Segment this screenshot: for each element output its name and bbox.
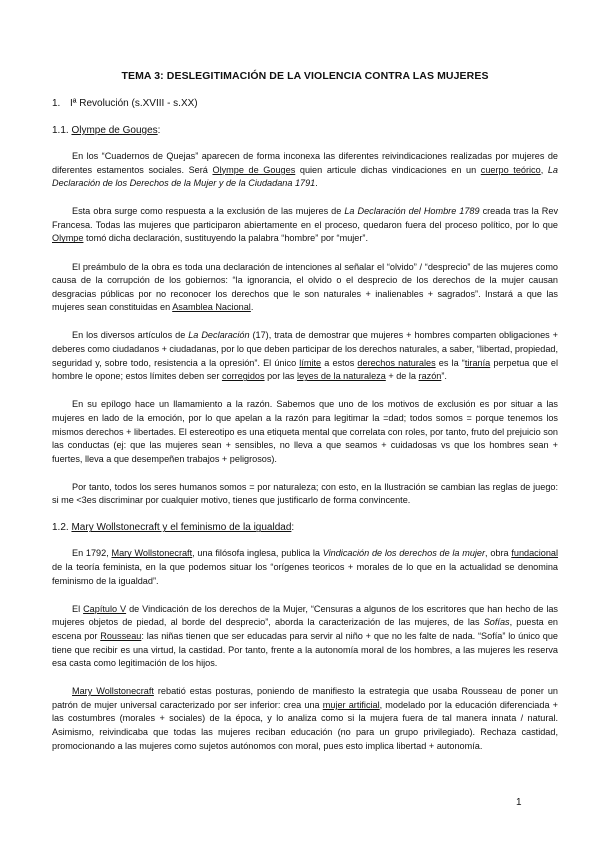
text: , puesta en escena por: [52, 617, 558, 641]
section-heading-1: [52, 98, 558, 109]
text: rebatió estas posturas, poniendo de manifiesto la estrategia que usaba Rousseau de poner un patrón de mujer universal caracterizado por ser inferior: crea una: [52, 686, 558, 710]
underlined-term: Asamblea Nacional: [172, 302, 251, 313]
text: .: [315, 178, 318, 189]
paragraph-2: [52, 205, 558, 246]
italic-title: Vindicación de los derechos de la mujer: [322, 548, 486, 559]
paragraph-7: [52, 547, 558, 588]
subsection-number: 1.1.: [52, 125, 69, 136]
paragraph-4: [52, 329, 558, 383]
subsection-heading-1-1: [52, 125, 558, 136]
italic-title: La Declaración: [188, 330, 250, 341]
text: quien articule dichas vindicaciones en un: [295, 164, 481, 175]
subsection-number: 1.2.: [52, 522, 69, 534]
subsection-suffix: :: [291, 522, 295, 534]
text: En los “Cuadernos de Quejas” aparecen de forma inconexa las diferentes reivindicaciones realizadas por mujeres de diferentes estamentos sociales. Será: [52, 151, 558, 175]
underlined-term: cuerpo teórico: [480, 164, 541, 175]
subsection-name: Olympe de Gouges: [71, 125, 158, 136]
text: , una filósofa inglesa, publica la: [192, 548, 323, 559]
underlined-term: mujer artificial: [322, 699, 380, 710]
underlined-term: corregidos: [221, 371, 265, 382]
underlined-term: tiranía: [464, 357, 491, 368]
underlined-term: Rousseau: [100, 630, 142, 641]
section-label: Iª Revolución (s.XVIII - s.XX): [70, 98, 198, 109]
text: , obra: [485, 548, 512, 559]
paragraph-6: Por tanto, todos los seres humanos somos = por naturaleza; con esto, en la Ilustración se cambian las reglas de juego: si me <3es discriminar por cualquier motivo, tienes que justificarlo de forma convincente.: [52, 481, 558, 506]
text: El: [72, 603, 84, 614]
page-number: 1: [516, 797, 522, 808]
paragraph-1: [52, 150, 558, 191]
text: En 1792,: [72, 548, 112, 559]
underlined-term: Mary Wollstonecraft: [72, 686, 154, 697]
text: ”.: [441, 371, 447, 382]
text: , modelado por la educación diferenciada + las costumbres (morales + sociales) de la época, y lo analiza como si la mujera fuera de tal manera innata / natural. Asimismo, reivindicaba que todas las mujeres reciban educación (no para un grupo privilegiado). Rechaza castidad, promocionando a las mujeres como sujetos autónomos con moral, pues esto implica libertad + autonomía.: [52, 699, 558, 751]
document-title: TEMA 3: DESLEGITIMACIÓN DE LA VIOLENCIA CONTRA LAS MUJERES: [121, 70, 489, 82]
text: + de la: [385, 371, 419, 382]
underlined-term: Mary Wollstonecraft: [111, 548, 193, 559]
text: de Vindicación de los derechos de la Mujer, “Censuras a algunos de los escritores que han hecho de las mujeres objetos de piedad, al borde del desprecio”, aborda la caracterización de las mujeres, de las: [52, 603, 558, 628]
paragraph-3: [52, 261, 558, 315]
text: (17), trata de demostrar que mujeres + hombres comparten obligaciones + deberes como ciudadanos + ciudadanas, por lo que deben participar de los derechos naturales, a saber, “libertad, propiedad, seguridad y, sobre todo, resistencia a la opresión”. El único: [52, 330, 559, 368]
underlined-term: Capítulo V: [83, 603, 127, 614]
subsection-name: Mary Wollstonecraft y el feminismo de la igualdad: [71, 522, 292, 534]
underlined-term: fundacional: [511, 548, 559, 559]
paragraph-5: En su epílogo hace un llamamiento a la razón. Sabemos que uno de los motivos de exclusión es por situar a las mujeres en lado de la emoción, por lo que apelan a la razón para legitimar la =dad; todos somos = porque tenemos los mismos derechos + libertades. El estereotipo es una etiqueta mental que correlata con roles, por tanto, fruto del prejuicio son las conductas (ej: que las mujeres sean + sensibles, no lleva a que seamos + cuidadosas vs que los hombres sean + fuertes, lleva a que desempeñen trabajos + peligrosos).: [52, 399, 558, 464]
underlined-term: razón: [418, 371, 442, 382]
underlined-term: límite: [299, 357, 322, 368]
text: ,: [540, 164, 548, 175]
text: : las niñas tienen que ser educadas para servir al niño + que no les falte de nada. “Sofía” lo único que tiene que recibir es una virtud, la castidad. Por tanto, frente a la autonomía moral de los hombres, a las mujeres les reserva esa casta como legitimación de los hijos.: [52, 630, 559, 669]
text: de la teoría feminista, en la que podemos situar los “orígenes teoricos + morales de lo que en la actualidad se denomina feminismo de la igualdad”.: [52, 562, 558, 586]
text: por las: [264, 371, 298, 382]
underlined-term: Olympe: [52, 233, 84, 244]
text: tomó dicha declaración, sustituyendo la palabra “hombre” por “mujer”.: [83, 233, 368, 244]
subsection-heading-1-2: [52, 522, 558, 533]
text: .: [250, 302, 254, 313]
subsection-suffix: :: [157, 125, 161, 136]
italic-title: La Declaración del Hombre 1789: [344, 206, 480, 217]
underlined-term: Olympe de Gouges: [212, 164, 296, 175]
italic-term: Sofías: [483, 617, 510, 628]
text: Esta obra surge como respuesta a la exclusión de las mujeres de: [72, 206, 345, 217]
underlined-term: derechos naturales: [357, 357, 436, 368]
paragraph-9: [52, 685, 558, 753]
section-number: 1.: [52, 98, 61, 109]
text: perpetua que el hombre le opone; estos límites deben ser: [52, 357, 558, 382]
document-page: [52, 70, 558, 768]
underlined-term: leyes de la naturaleza: [297, 371, 386, 382]
text: a estos: [321, 357, 358, 368]
text: creada tras la Rev Francesa. Todas las mujeres que participaron abiertamente en el proceso, quedaron fuera del proceso político, por lo que: [52, 206, 559, 230]
italic-title: La Declaración de los Derechos de la Mujer y de la Ciudadana 1791: [52, 164, 558, 189]
paragraph-8: [52, 603, 558, 671]
text: es la “: [435, 357, 465, 368]
text: En los diversos artículos de: [72, 330, 189, 341]
text: El preámbulo de la obra es toda una declaración de intenciones al señalar el “olvido” / “desprecio” de las mujeres como causa de la corrupción de los gobiernos: “la ignorancia, el olvido o el desprecio de los derechos de la mujer causan desgracias públicas por no reconocer los derechos que le son naturales + inalienables + sagrados”. Instará a que las mujeres sean constituidas en: [52, 261, 558, 313]
